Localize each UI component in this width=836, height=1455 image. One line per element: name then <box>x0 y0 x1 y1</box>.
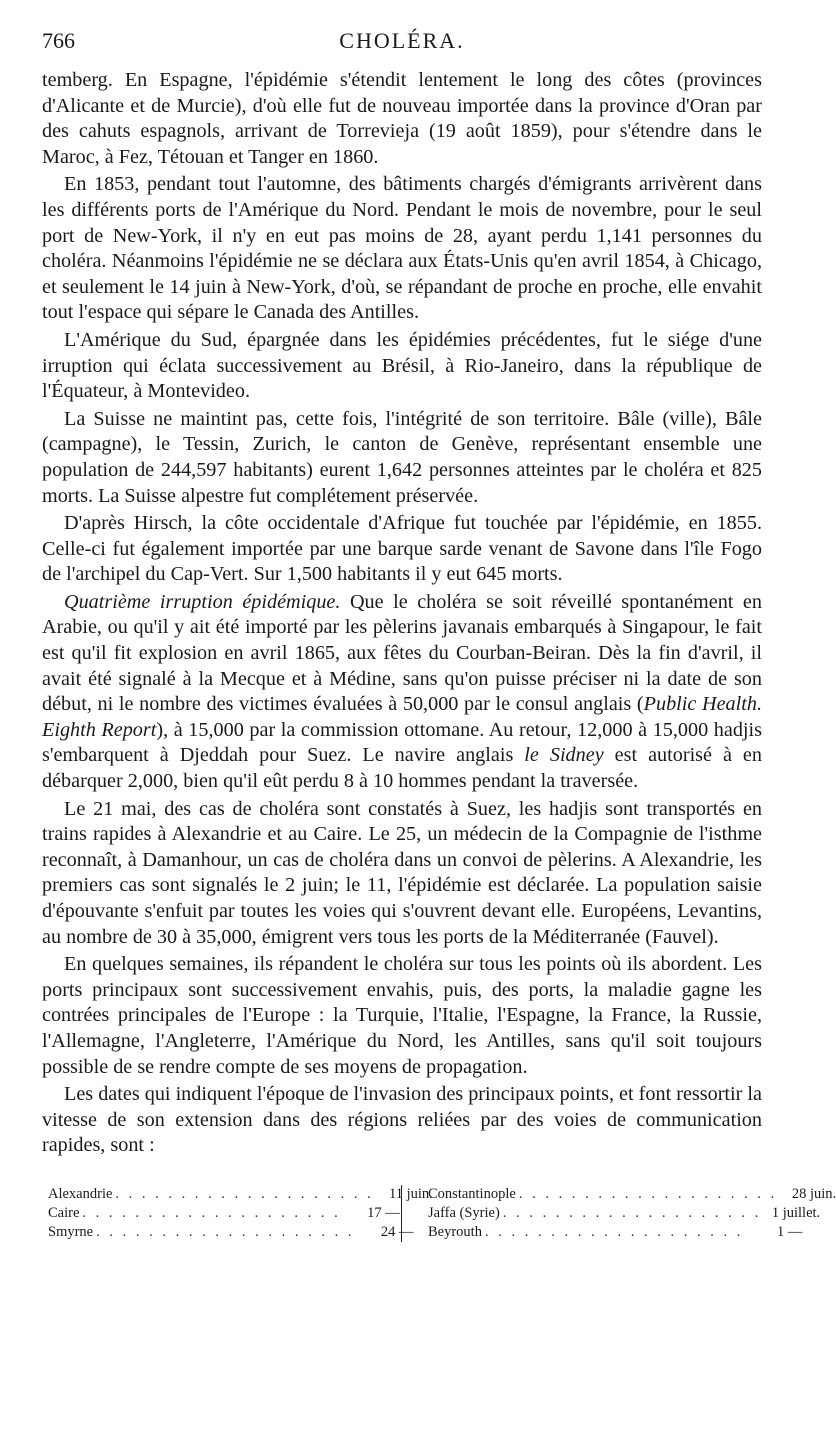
paragraph: temberg. En Espagne, l'épidémie s'étendit lentement le long des côtes (provinces d'Alicante et de Murcie), d'où elle fut de nouveau importée dans la province d'Oran par des cahuts espagnols, arrivant de Torrevieja (19 août 1859), pour s'étendre dans le Maroc, à Fez, Tétouan et Tanger en 1860. <box>42 69 762 168</box>
report-reference: Public Health. Eighth Report <box>42 693 763 741</box>
table-row <box>48 1204 400 1223</box>
table-row <box>428 1185 836 1204</box>
paragraph: La Suisse ne maintint pas, cette fois, l'intégrité de son territoire. Bâle (ville), Bâle (campagne), le Tessin, Zurich, le canton de Genève, représentant ensemble une population de 244,597 habitants) eurent 1,642 personnes atteintes par le choléra et 825 morts. La Suisse alpestre fut complétement préservée. <box>42 407 762 507</box>
invasion-date: 1 — <box>776 1223 803 1240</box>
paragraph: L'Amérique du Sud, épargnée dans les épidémies précédentes, fut le siége d'une irruption qui éclata successivement au Brésil, à Rio-Janeiro, dans la république de l'Équateur, à Montevideo. <box>42 328 762 403</box>
invasion-date: 28 juin. <box>791 1185 836 1202</box>
table-row <box>428 1223 803 1242</box>
invasion-date: 1 juillet. <box>771 1204 821 1221</box>
page-header <box>42 28 762 64</box>
place-name: Constantinople <box>428 1185 516 1202</box>
leader-dots: . . . . . . . . . . . . . . . . . . . . <box>115 1185 374 1202</box>
place-name: Smyrne <box>48 1223 94 1240</box>
section-heading: Quatrième irruption épidémique. <box>64 590 341 613</box>
place-name: Caire <box>48 1204 80 1221</box>
invasion-dates-table <box>42 1185 836 1242</box>
running-title: CHOLÉRA. <box>339 28 465 53</box>
leader-dots: . . . . . . . . . . . . . . . . . . . . <box>96 1223 355 1240</box>
paragraph-fourth-irruption <box>42 590 762 795</box>
dates-column-left <box>42 1185 433 1242</box>
invasion-date: 11 juin. <box>389 1185 433 1202</box>
invasion-date: 17 — <box>367 1204 400 1221</box>
dates-column-right <box>402 1185 836 1242</box>
ship-name: le Sidney <box>524 744 604 767</box>
page-body <box>42 68 762 1159</box>
invasion-date: 24 — <box>380 1223 414 1240</box>
paragraph: Les dates qui indiquent l'époque de l'invasion des principaux points, et font ressortir la vitesse de son extension dans des régions reliées par des voies de communication rapides, sont : <box>42 1083 762 1157</box>
paragraph-text: est autorisé à en débarquer 2,000, bien qu'il eût perdu 8 à 10 hommes pendant la traversée. <box>42 744 762 793</box>
leader-dots: . . . . . . . . . . . . . . . . . . . . <box>484 1223 744 1240</box>
place-name: Jaffa (Syrie) <box>428 1204 500 1221</box>
paragraph-text: Que le choléra se soit réveillé spontanément en Arabie, ou qu'il y ait été importé par les pèlerins javanais embarqués à Singapour, le fait est qu'il fit explosion en avril 1865, aux fêtes du Courban-Beiran. Dès la fin d'avril, il avait été signalé à la Mecque et à Médine, sans qu'on puisse préciser ni la date de son début, ni le nombre des victimes évaluées à 50,000 par le consul anglais ( <box>42 590 762 716</box>
paragraph: En quelques semaines, ils répandent le choléra sur tous les points où ils abordent. Les ports principaux sont successivement envahis, puis, des ports, la maladie gagne les contrées principales de l'Europe : la Turquie, l'Italie, l'Espagne, la France, la Russie, l'Allemagne, l'Angleterre, l'Amérique du Nord, les Antilles, sans qu'il soit toujours possible de se rendre compte de ses moyens de propagation. <box>42 953 762 1078</box>
leader-dots: . . . . . . . . . . . . . . . . . . . . <box>502 1204 762 1221</box>
page-number: 766 <box>42 28 75 53</box>
table-row <box>48 1185 433 1204</box>
leader-dots: . . . . . . . . . . . . . . . . . . . . <box>518 1185 778 1202</box>
paragraph: En 1853, pendant tout l'automne, des bâtiments chargés d'émigrants arrivèrent dans les différents ports de l'Amérique du Nord. Pendant le mois de novembre, pour le seul port de New-York, il n'y en eut pas moins de 28, ayant perdu 1,141 personnes du choléra. Néanmoins l'épidémie ne se déclara aux États-Unis qu'en avril 1854, à Chicago, et seulement le 14 juin à New-York, d'où, se répandant de proche en proche, elle envahit tout l'espace qui sépare le Canada des Antilles. <box>42 173 762 324</box>
paragraph: Le 21 mai, des cas de choléra sont constatés à Suez, les hadjis sont transportés en trains rapides à Alexandrie et au Caire. Le 25, un médecin de la Compagnie de l'isthme reconnaît, à Damanhour, un cas de choléra dans un convoi de pèlerins. A Alexandrie, les premiers cas sont signalés le 2 juin; le 11, l'épidémie est déclarée. La population saisie d'épouvante s'enfuit par toutes les voies qui s'ouvrent devant elle. Européens, Levantins, au nombre de 30 à 35,000, émigrent vers tous les ports de la Méditerranée (Fauvel). <box>42 797 762 948</box>
paragraph-text: ), à 15,000 par la commission ottomane. Au retour, 12,000 à 15,000 hadjis s'embarquent à Djeddah pour Suez. Le navire anglais <box>42 718 763 767</box>
table-row <box>428 1204 821 1223</box>
place-name: Alexandrie <box>48 1185 113 1202</box>
leader-dots: . . . . . . . . . . . . . . . . . . . . <box>82 1204 341 1221</box>
table-row <box>48 1223 414 1242</box>
paragraph: D'après Hirsch, la côte occidentale d'Afrique fut touchée par l'épidémie, en 1855. Celle-ci fut également importée par une barque sarde venant de Savone dans l'île Fogo de l'archipel du Cap-Vert. Sur 1,500 habitants il y eut 645 morts. <box>42 512 762 586</box>
place-name: Beyrouth <box>428 1223 482 1240</box>
